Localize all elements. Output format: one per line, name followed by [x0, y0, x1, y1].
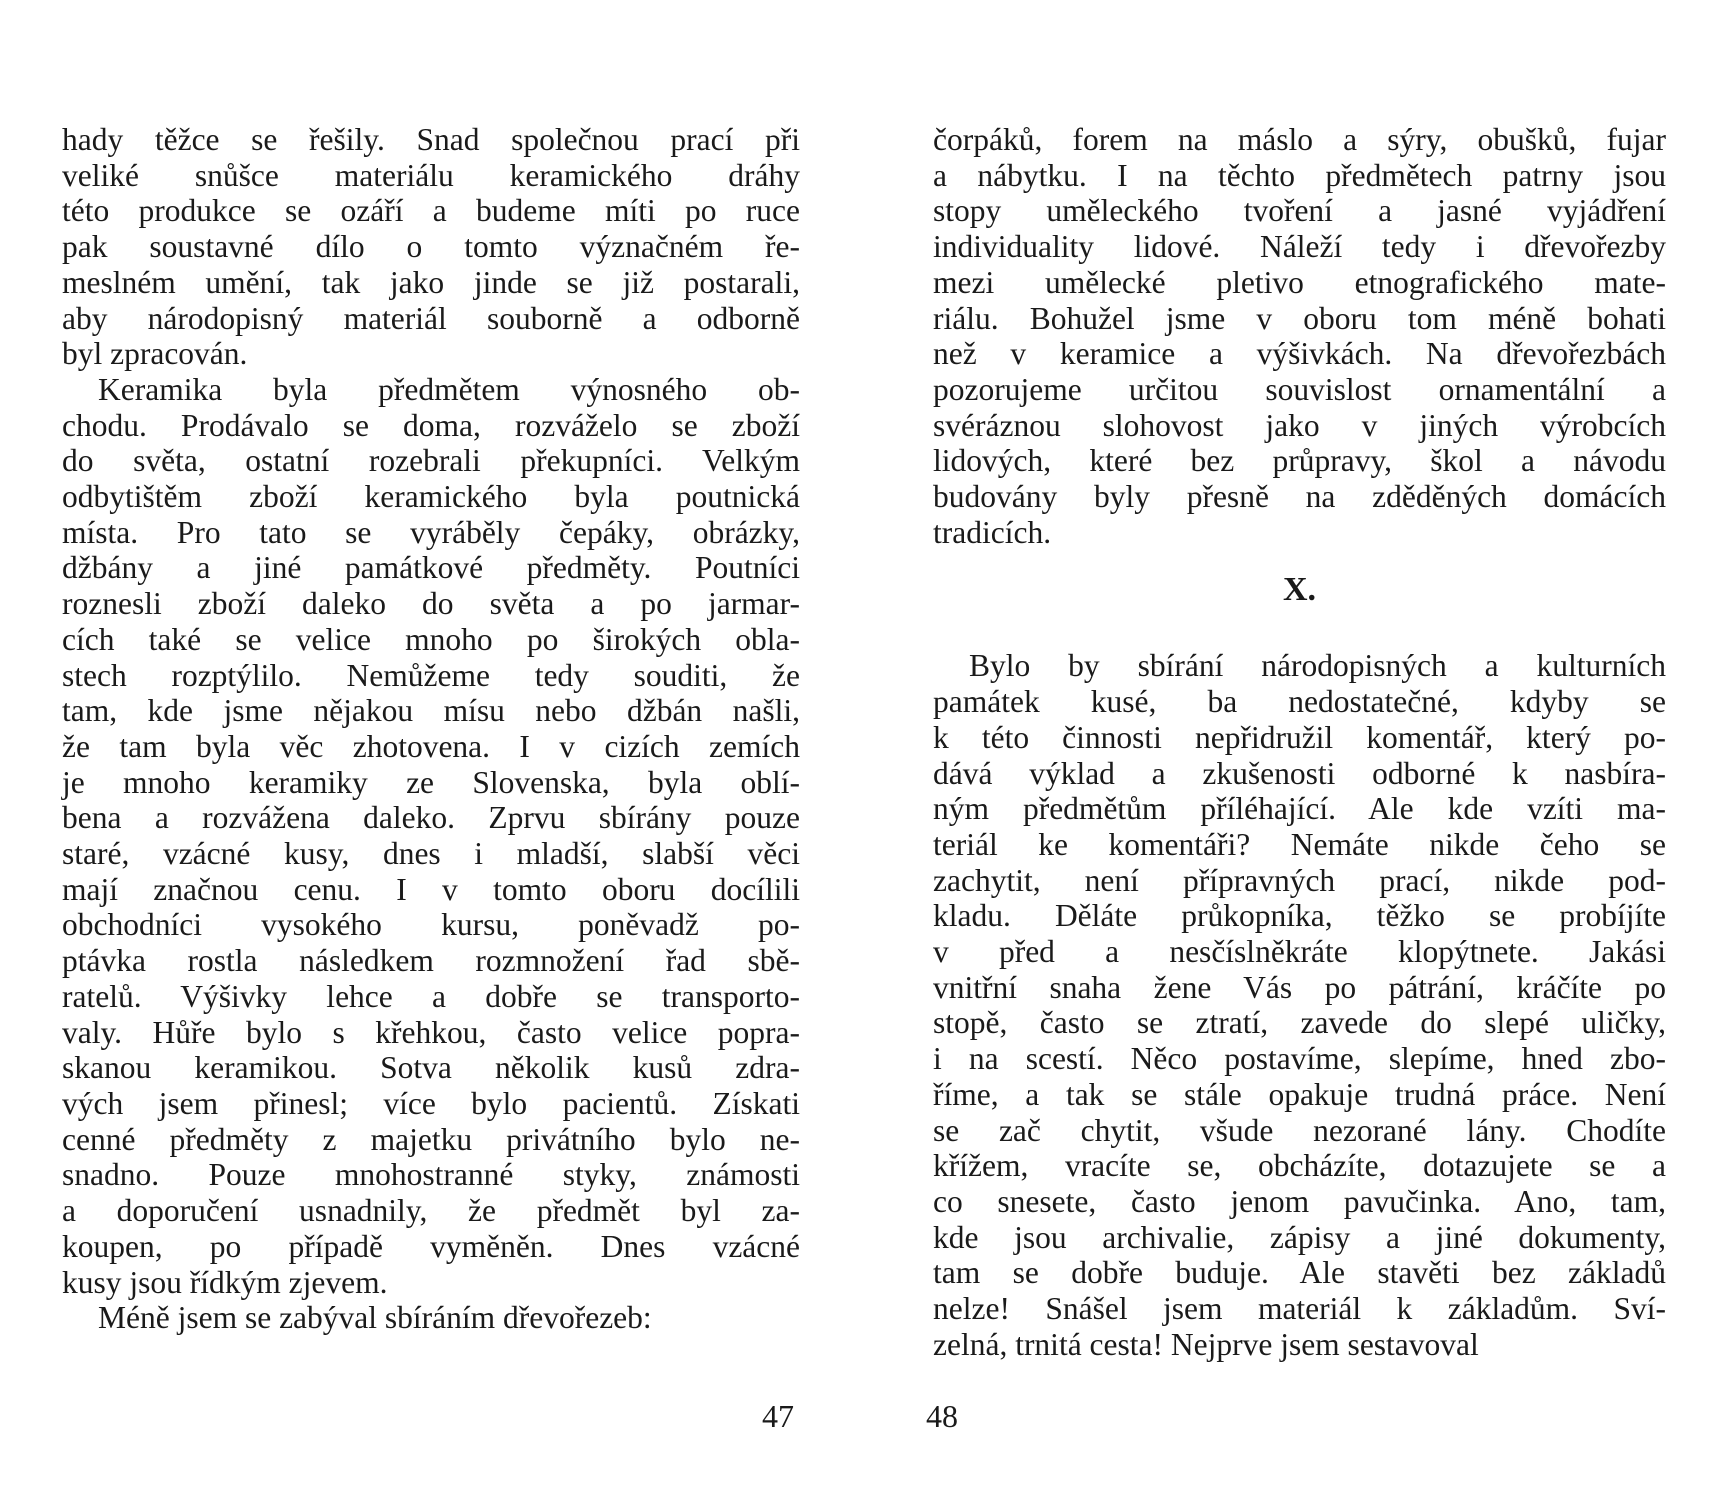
- text-line: kusy jsou řídkým zjevem.: [62, 1264, 388, 1300]
- chapter-heading: X.: [1282, 571, 1317, 609]
- text-line: tam, kde jsme nějakou mísu nebo džbán našli,: [62, 693, 800, 729]
- text-line: Méně jsem se zabýval sbíráním dřevořezeb:: [98, 1300, 652, 1336]
- paragraph: [62, 1300, 800, 1336]
- text-line: mezi umělecké pletivo etnografického mate-: [933, 264, 1666, 300]
- text-line: vnitřní snaha žene Vás po pátrání, kráčíte po: [933, 969, 1666, 1005]
- text-line: této produkce se ozáří a budeme míti po ruce: [62, 193, 800, 229]
- text-line: kde jsou archivalie, zápisy a jiné dokumenty,: [933, 1219, 1666, 1255]
- left-page: [62, 122, 800, 1336]
- text-line: ným předmětům příléhající. Ale kde vzíti ma-: [933, 791, 1666, 827]
- text-line: Keramika byla předmětem výnosného ob-: [98, 371, 800, 407]
- text-line: bena a rozvážena daleko. Zprvu sbírány pouze: [62, 800, 800, 836]
- right-page-text-bottom: [933, 648, 1666, 1362]
- text-line: dává výklad a zkušenosti odborné k nasbíra-: [933, 755, 1666, 791]
- text-line: ptávka rostla následkem rozmnožení řad sbě-: [62, 943, 800, 979]
- text-line: stopě, často se ztratí, zavede do slepé uličky,: [933, 1005, 1666, 1041]
- text-line: čorpáků, forem na máslo a sýry, obušků, fujar: [933, 122, 1666, 157]
- text-line: je mnoho keramiky ze Slovenska, byla oblí-: [62, 764, 800, 800]
- text-line: valy. Hůře bylo s křehkou, často velice popra-: [62, 1014, 800, 1050]
- text-line: veliké snůšce materiálu keramického dráhy: [62, 157, 800, 193]
- paragraph: [933, 648, 1666, 1362]
- text-line: staré, vzácné kusy, dnes i mladší, slabší věci: [62, 836, 800, 872]
- text-line: vých jsem přinesl; více bylo pacientů. Získati: [62, 1085, 800, 1121]
- text-line: v před a nesčíslněkráte klopýtnete. Jakási: [933, 934, 1666, 970]
- text-line: chodu. Prodávalo se doma, rozváželo se zboží: [62, 407, 800, 443]
- text-line: roznesli zboží daleko do světa a po jarmar-: [62, 586, 800, 622]
- right-page: [933, 122, 1666, 1363]
- text-line: cích také se velice mnoho po širokých obla-: [62, 621, 800, 657]
- paragraph: [933, 122, 1666, 550]
- text-line: nelze! Snášel jsem materiál k základům. Sví-: [933, 1291, 1666, 1327]
- text-line: křížem, vracíte se, obcházíte, dotazujete se a: [933, 1148, 1666, 1184]
- text-line: stech rozptýlilo. Nemůžeme tedy souditi, že: [62, 657, 800, 693]
- text-line: individuality lidové. Náleží tedy i dřevořezby: [933, 229, 1666, 265]
- text-line: budovány byly přesně na zděděných domácích: [933, 479, 1666, 515]
- text-line: meslném umění, tak jako jinde se již postarali,: [62, 264, 800, 300]
- text-line: že tam byla věc zhotovena. I v cizích zemích: [62, 728, 800, 764]
- text-line: obchodníci vysokého kursu, poněvadž po-: [62, 907, 800, 943]
- text-line: pak soustavné dílo o tomto význačném ře-: [62, 229, 800, 265]
- text-line: džbány a jiné památkové předměty. Poutníci: [62, 550, 800, 586]
- text-line: k této činnosti nepřidružil komentář, který po-: [933, 719, 1666, 755]
- text-line: tradicích.: [933, 514, 1052, 550]
- text-line: co snesete, často jenom pavučinka. Ano, tam,: [933, 1183, 1666, 1219]
- text-line: říme, a tak se stále opakuje trudná práce. Není: [933, 1076, 1666, 1112]
- text-line: lidových, které bez průpravy, škol a návodu: [933, 443, 1666, 479]
- text-line: a nábytku. I na těchto předmětech patrny jsou: [933, 157, 1666, 193]
- text-line: do světa, ostatní rozebrali překupníci. Velkým: [62, 443, 800, 479]
- text-line: aby národopisný materiál souborně a odborně: [62, 300, 800, 336]
- left-page-text: [62, 122, 800, 1336]
- text-line: místa. Pro tato se vyráběly čepáky, obrázky,: [62, 514, 800, 550]
- text-line: byl zpracován.: [62, 336, 248, 372]
- text-line: cenné předměty z majetku privátního bylo ne-: [62, 1121, 800, 1157]
- text-line: Bylo by sbírání národopisných a kulturních: [969, 648, 1666, 684]
- paragraph: [62, 122, 800, 372]
- text-line: zelná, trnitá cesta! Nejprve jsem sestavoval: [933, 1326, 1479, 1362]
- text-line: tam se dobře buduje. Ale stavěti bez základů: [933, 1255, 1666, 1291]
- text-line: kladu. Děláte průkopníka, těžko se probíjíte: [933, 898, 1666, 934]
- text-line: i na scestí. Něco postavíme, slepíme, hned zbo-: [933, 1041, 1666, 1077]
- right-page-number: 48: [926, 1398, 958, 1434]
- text-line: koupen, po případě vyměněn. Dnes vzácné: [62, 1228, 800, 1264]
- text-line: snadno. Pouze mnohostranné styky, známosti: [62, 1157, 800, 1193]
- text-line: pozorujeme určitou souvislost ornamentální a: [933, 371, 1666, 407]
- text-line: se zač chytit, všude nezorané lány. Chodíte: [933, 1112, 1666, 1148]
- text-line: teriál ke komentáři? Nemáte nikde čeho se: [933, 826, 1666, 862]
- text-line: stopy uměleckého tvoření a jasné vyjádření: [933, 193, 1666, 229]
- text-line: skanou keramikou. Sotva několik kusů zdra-: [62, 1050, 800, 1086]
- text-line: ratelů. Výšivky lehce a dobře se transporto-: [62, 978, 800, 1014]
- right-page-text-top: [933, 122, 1666, 550]
- text-line: hady těžce se řešily. Snad společnou prací při: [62, 122, 800, 157]
- left-page-number: 47: [762, 1398, 794, 1434]
- text-line: odbytištěm zboží keramického byla poutnická: [62, 479, 800, 515]
- text-line: zachytit, není přípravných prací, nikde pod-: [933, 862, 1666, 898]
- text-line: svéráznou slohovost jako v jiných výrobcích: [933, 407, 1666, 443]
- text-line: mají značnou cenu. I v tomto oboru docílili: [62, 871, 800, 907]
- text-line: než v keramice a výšivkách. Na dřevořezbách: [933, 336, 1666, 372]
- text-line: riálu. Bohužel jsme v oboru tom méně bohati: [933, 300, 1666, 336]
- paragraph: [62, 372, 800, 1300]
- text-line: památek kusé, ba nedostatečné, kdyby se: [933, 684, 1666, 720]
- text-line: a doporučení usnadnily, že předmět byl za-: [62, 1193, 800, 1229]
